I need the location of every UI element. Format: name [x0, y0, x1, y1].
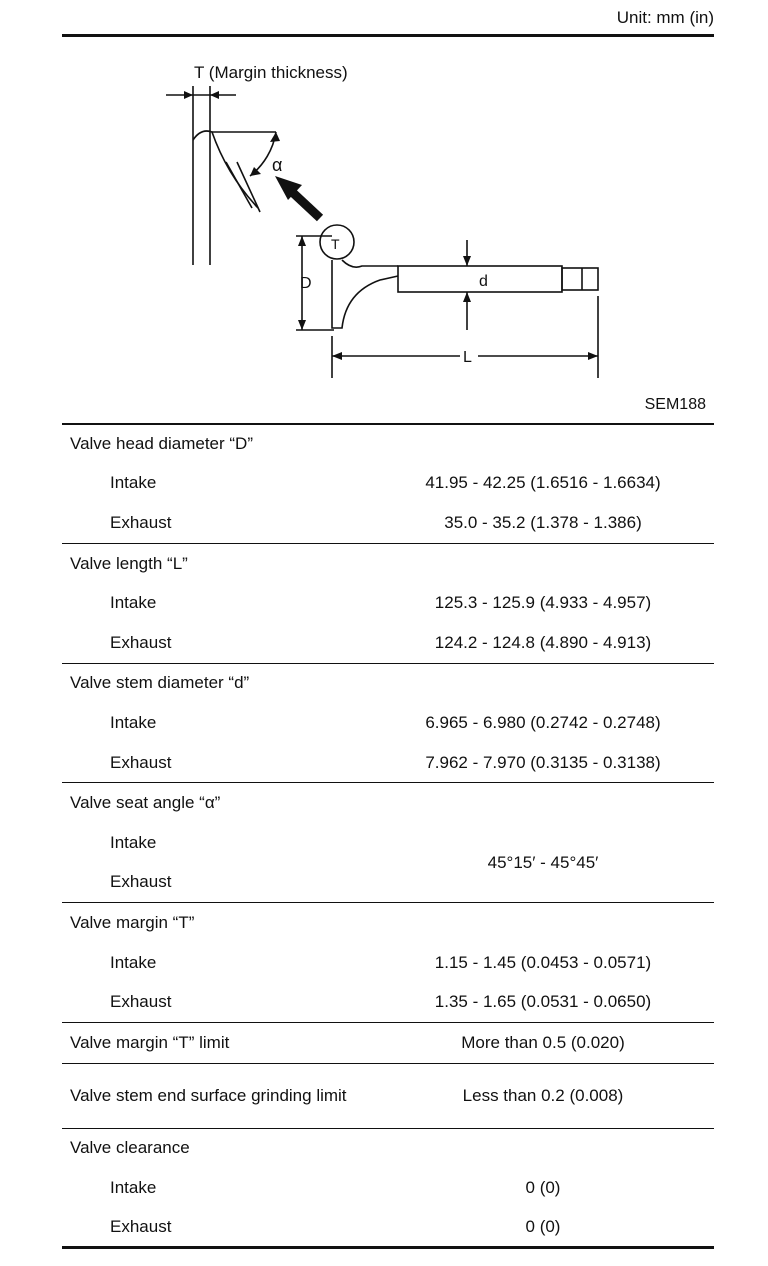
- valve-diagram: [62, 40, 714, 420]
- row-label: Valve head diameter “D”: [70, 433, 253, 453]
- group-clearance: [62, 1129, 714, 1248]
- margin-thickness-label: T (Margin thickness): [194, 63, 348, 82]
- alpha-label: α: [272, 155, 283, 175]
- row-label: Valve length “L”: [70, 553, 188, 573]
- margin-limit-value: More than 0.5 (0.020): [461, 1032, 625, 1052]
- group-length: [62, 544, 714, 664]
- row-label: Valve margin “T”: [70, 912, 195, 932]
- intake-label: Intake: [110, 1177, 157, 1197]
- length-label: L: [463, 349, 472, 366]
- row-label: Valve seat angle “α”: [70, 793, 221, 813]
- group-margin: [62, 903, 714, 1023]
- exhaust-label: Exhaust: [110, 872, 172, 892]
- seat-angle-value: 45°15′ - 45°45′: [487, 852, 599, 872]
- group-head-diameter: [62, 424, 714, 544]
- figure-id: SEM188: [644, 396, 706, 413]
- intake-label: Intake: [110, 952, 157, 972]
- exhaust-label: Exhaust: [110, 992, 172, 1012]
- group-grinding-limit: [62, 1064, 714, 1129]
- intake-value: 125.3 - 125.9 (4.933 - 4.957): [434, 593, 652, 613]
- grinding-limit-value: Less than 0.2 (0.008): [462, 1085, 624, 1105]
- head-diameter-label: D: [300, 275, 312, 292]
- group-seat-angle: [62, 783, 714, 903]
- valve-spec-table: [62, 424, 714, 1247]
- intake-value: 0 (0): [525, 1177, 561, 1197]
- group-stem-diameter: [62, 664, 714, 784]
- exhaust-label: Exhaust: [110, 632, 172, 652]
- exhaust-label: Exhaust: [110, 512, 172, 532]
- intake-label: Intake: [110, 712, 157, 732]
- stem-diameter-label: d: [479, 273, 488, 290]
- exhaust-value: 124.2 - 124.8 (4.890 - 4.913): [434, 632, 652, 652]
- bottom-rule: [62, 1246, 714, 1249]
- intake-label: Intake: [110, 593, 157, 613]
- exhaust-value: 35.0 - 35.2 (1.378 - 1.386): [444, 512, 642, 532]
- intake-value: 41.95 - 42.25 (1.6516 - 1.6634): [425, 473, 661, 493]
- exhaust-value: 1.35 - 1.65 (0.0531 - 0.0650): [434, 992, 652, 1012]
- intake-label: Intake: [110, 473, 157, 493]
- intake-label: Intake: [110, 832, 157, 852]
- intake-value: 1.15 - 1.45 (0.0453 - 0.0571): [434, 952, 652, 972]
- group-margin-limit: [62, 1023, 714, 1064]
- unit-label: Unit: mm (in): [616, 8, 714, 27]
- top-rule: [62, 34, 714, 37]
- row-label: Valve stem end surface grinding limit: [70, 1085, 347, 1105]
- intake-value: 6.965 - 6.980 (0.2742 - 0.2748): [425, 712, 661, 732]
- row-label: Valve stem diameter “d”: [70, 673, 250, 693]
- exhaust-label: Exhaust: [110, 752, 172, 772]
- row-label: Valve margin “T” limit: [70, 1032, 230, 1052]
- circle-label: T: [331, 236, 340, 252]
- exhaust-value: 7.962 - 7.970 (0.3135 - 0.3138): [425, 752, 661, 772]
- row-label: Valve clearance: [70, 1138, 190, 1158]
- exhaust-value: 0 (0): [525, 1217, 561, 1237]
- exhaust-label: Exhaust: [110, 1217, 172, 1237]
